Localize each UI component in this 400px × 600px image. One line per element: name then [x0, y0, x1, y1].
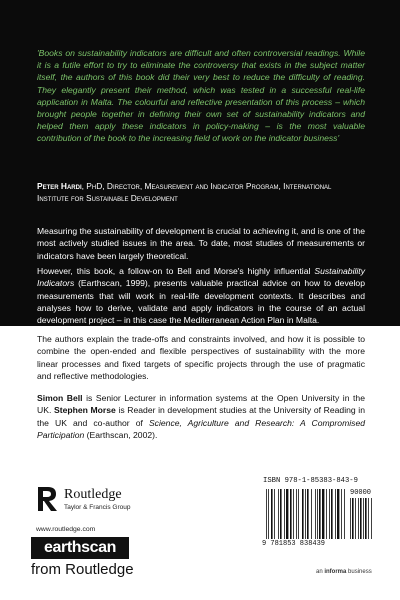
endorsement-attribution — [37, 180, 365, 204]
barcode-bar — [307, 489, 309, 539]
barcode-bar — [344, 489, 345, 539]
routledge-logo — [36, 486, 176, 526]
imprint-from-routledge: from Routledge — [31, 561, 134, 578]
description-paragraph-3: The authors explain the trade-offs and constraints involved, and how it is possible to combine the open-ended and flexible perspectives of sustainability with the more linear processes and fixed targets of specific projects through the use of pragmatic and reflective methodologies. — [37, 334, 365, 381]
earthscan-imprint-logo: earthscan — [31, 537, 129, 559]
publisher-website[interactable]: www.routledge.com — [36, 526, 96, 533]
publisher-group: Taylor & Francis Group — [64, 504, 131, 511]
author-bio — [37, 392, 365, 441]
barcode-bar — [296, 489, 297, 539]
barcode-bar — [341, 489, 342, 539]
p2-intro: However, this book, a follow-on to Bell and Morse's highly influential — [37, 266, 315, 276]
barcode-bar — [371, 498, 372, 539]
barcode-bar — [350, 498, 351, 539]
informa-business-line — [316, 569, 372, 575]
barcode-bar — [335, 489, 336, 539]
barcode-bar — [305, 489, 306, 539]
description-paragraph-2 — [37, 265, 365, 326]
author-2-bio: is Reader in development studies at the University of Reading in the UK and co-author of — [37, 405, 365, 428]
author-1-bio: is Senior Lecturer in information systems at the Open University in the UK. — [37, 393, 365, 416]
barcode-bar — [315, 489, 316, 539]
barcode-bar — [311, 489, 312, 539]
barcode-bar — [286, 489, 288, 539]
barcode-bar — [319, 489, 321, 539]
barcode-bar — [352, 498, 354, 539]
barcode-bar — [355, 498, 356, 539]
price-addon: 90000 — [350, 489, 372, 497]
barcode-bar — [278, 489, 279, 539]
coauthored-book-tail: (Earthscan, 2002). — [84, 429, 158, 440]
coauthored-book-title: Science, Agriculture and Research: A Compromised Participation — [37, 417, 366, 440]
addon-bars-icon — [350, 498, 372, 539]
endorser-title: , PhD, Director, Measurement and Indicator Program, International Institute for Sustainable Development — [37, 181, 332, 204]
p2-book-title: Sustainability Indicators — [37, 266, 365, 289]
barcode-bar — [274, 489, 275, 539]
barcode-bar — [302, 489, 304, 539]
barcode-bar — [266, 489, 267, 539]
barcode-bar — [280, 489, 282, 539]
description-paragraph-1: Measuring the sustainability of development is crucial to achieving it, and is one of the most actively studied issues in the area. To date, most studies of measurements or indicators have been largely theoretical. — [37, 226, 365, 261]
barcode-bar — [326, 489, 327, 539]
publisher-name: Routledge — [64, 487, 122, 502]
author-1-name: Simon Bell — [37, 393, 83, 403]
barcode-bar — [363, 498, 364, 539]
barcode-bar — [268, 489, 269, 539]
endorsement-quote: 'Books on sustainability indicators are difficult and often controversial readings. While it is a futile effort to try to eliminate the controversy that exists in the subject matter itself, the authors of this book did their very best to reduce the difficulty of reading. They elegantly present their method, which was tested in a successful real-life application in Malta. The colourful and reflective presentation of this process – which brought people together in defining their own set of sustainability indicators and helped them apply these indicators in policy-making – is the most valuable contribution of the book to the increasing field of work on the indicator business' — [37, 48, 365, 144]
barcode-bar — [298, 489, 299, 539]
barcode-bar — [337, 489, 339, 539]
barcode-bar — [317, 489, 318, 539]
barcode-bar — [322, 489, 324, 539]
ean-digits: 9 781853 838439 — [262, 540, 326, 548]
routledge-r-logo-icon — [36, 486, 58, 512]
barcode-bars-icon — [266, 489, 346, 539]
barcode-bar — [329, 489, 330, 539]
informa-prefix: an — [316, 569, 325, 575]
informa-suffix: business — [346, 569, 372, 575]
barcode-bar — [358, 498, 359, 539]
barcode-bar — [331, 489, 333, 539]
p2-body: (Earthscan, 1999), presents valuable practical advice on how to develop measurements that will work in real-life development contexts. It describes and analyses how to derive, validate and apply indicators in the course of an actual development project – in this case the Mediterranean Action Plan in Malta. — [37, 278, 365, 326]
endorser-name: Peter Hardi — [37, 181, 82, 191]
barcode-bar — [290, 489, 292, 539]
barcode-bar — [368, 498, 369, 539]
barcode-bar — [271, 489, 273, 539]
isbn-text: ISBN 978-1-85383-843-9 — [263, 477, 358, 485]
barcode-bar — [365, 498, 367, 539]
barcode-bar — [293, 489, 294, 539]
barcode-bar — [284, 489, 285, 539]
author-2-name: Stephen Morse — [53, 405, 116, 416]
informa-word: informa — [324, 569, 347, 575]
ean-13-barcode — [262, 489, 372, 549]
barcode-bar — [360, 498, 362, 539]
